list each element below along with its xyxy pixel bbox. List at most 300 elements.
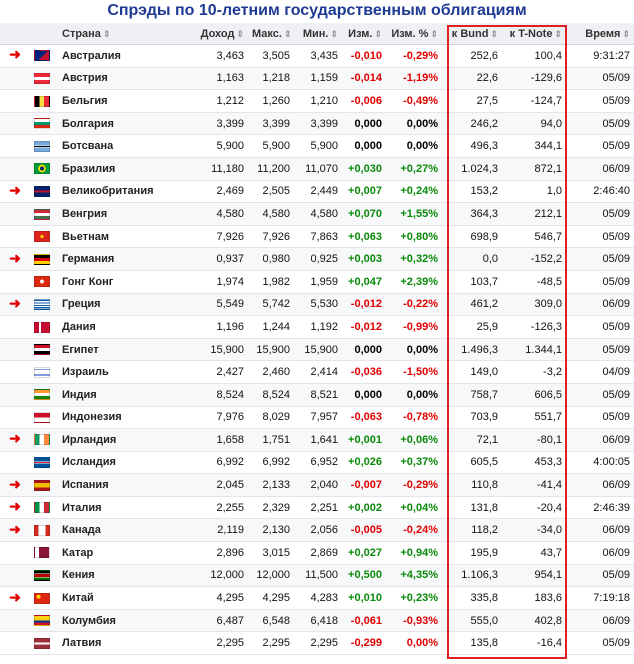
spread-vs-bund: 605,5 — [442, 451, 502, 474]
sort-icon: ⇕ — [430, 28, 438, 39]
high-value: 5,900 — [248, 135, 294, 158]
change-pct-value: -0,78% — [386, 406, 442, 429]
high-value: 7,926 — [248, 225, 294, 248]
time-value: 4:00:05 — [566, 451, 634, 474]
country-name[interactable]: Ботсвана — [58, 135, 196, 158]
page-title: Спрэды по 10-летним государственным облигациям — [107, 2, 527, 19]
sort-icon: ⇕ — [554, 28, 562, 39]
country-name[interactable]: Египет — [58, 338, 196, 361]
time-value: 05/09 — [566, 316, 634, 339]
country-name[interactable]: Исландия — [58, 451, 196, 474]
spread-vs-tnote: -48,5 — [502, 270, 566, 293]
arrow-cell — [0, 180, 30, 203]
low-value: 2,295 — [294, 632, 342, 655]
yield-value: 1,196 — [196, 316, 248, 339]
arrow-cell — [0, 225, 30, 248]
time-value: 05/09 — [566, 225, 634, 248]
change-pct-value: 0,00% — [386, 383, 442, 406]
arrow-cell — [0, 112, 30, 135]
country-flag-icon — [34, 231, 50, 242]
country-name[interactable]: Канада — [58, 519, 196, 542]
time-value: 05/09 — [566, 67, 634, 90]
time-value: 05/09 — [566, 203, 634, 226]
change-pct-value: -0,99% — [386, 316, 442, 339]
spread-vs-bund: 703,9 — [442, 406, 502, 429]
high-value: 4,580 — [248, 203, 294, 226]
country-name[interactable]: Дания — [58, 316, 196, 339]
country-name[interactable]: Катар — [58, 542, 196, 565]
arrow-cell — [0, 632, 30, 655]
change-value: +0,047 — [342, 270, 386, 293]
spread-vs-tnote: 43,7 — [502, 542, 566, 565]
country-name[interactable]: Индонезия — [58, 406, 196, 429]
table-row[interactable] — [0, 45, 634, 68]
time-value: 06/09 — [566, 157, 634, 180]
column-header-high[interactable]: Макс. ⇕ — [248, 23, 294, 45]
change-value: +0,007 — [342, 180, 386, 203]
table-row[interactable] — [0, 383, 634, 406]
spread-vs-tnote: -124,7 — [502, 90, 566, 113]
change-pct-value: -0,22% — [386, 293, 442, 316]
arrow-cell — [0, 564, 30, 587]
table-row[interactable] — [0, 157, 634, 180]
yield-value: 7,976 — [196, 406, 248, 429]
time-value: 05/09 — [566, 270, 634, 293]
time-value: 06/09 — [566, 293, 634, 316]
table-row[interactable] — [0, 225, 634, 248]
spread-vs-bund: 758,7 — [442, 383, 502, 406]
flag-cell — [30, 474, 58, 497]
change-value: -0,012 — [342, 293, 386, 316]
table-row[interactable] — [0, 112, 634, 135]
country-name[interactable]: Индия — [58, 383, 196, 406]
arrow-cell — [0, 248, 30, 271]
spread-vs-tnote: 100,4 — [502, 45, 566, 68]
yield-value: 12,000 — [196, 564, 248, 587]
change-value: +0,001 — [342, 429, 386, 452]
yield-value: 1,974 — [196, 270, 248, 293]
table-row[interactable] — [0, 135, 634, 158]
change-value: -0,014 — [342, 67, 386, 90]
change-pct-value: 0,00% — [386, 112, 442, 135]
flag-cell — [30, 270, 58, 293]
flag-cell — [30, 632, 58, 655]
table-row[interactable] — [0, 451, 634, 474]
red-arrow-icon: ➜ — [9, 498, 21, 515]
table-row[interactable] — [0, 361, 634, 384]
spread-vs-tnote: -126,3 — [502, 316, 566, 339]
low-value: 1,959 — [294, 270, 342, 293]
column-header-time[interactable]: Время ⇕ — [566, 23, 634, 45]
time-value: 05/09 — [566, 248, 634, 271]
red-arrow-icon: ➜ — [9, 588, 21, 605]
flag-cell — [30, 361, 58, 384]
red-arrow-icon: ➜ — [9, 475, 21, 492]
low-value: 0,925 — [294, 248, 342, 271]
table-row[interactable] — [0, 270, 634, 293]
table-row[interactable] — [0, 293, 634, 316]
high-value: 6,548 — [248, 609, 294, 632]
low-value: 1,192 — [294, 316, 342, 339]
country-name[interactable]: Колумбия — [58, 609, 196, 632]
sort-icon: ⇕ — [622, 28, 630, 39]
table-row[interactable] — [0, 429, 634, 452]
table-row[interactable] — [0, 316, 634, 339]
spread-vs-tnote: 551,7 — [502, 406, 566, 429]
flag-cell — [30, 225, 58, 248]
spread-vs-tnote: 344,1 — [502, 135, 566, 158]
country-name[interactable]: Австралия — [58, 45, 196, 68]
country-flag-icon — [34, 367, 50, 378]
high-value: 6,992 — [248, 451, 294, 474]
country-name[interactable]: Китай — [58, 587, 196, 610]
spread-vs-tnote: 183,6 — [502, 587, 566, 610]
sort-icon: ⇕ — [102, 28, 111, 39]
spread-vs-bund: 149,0 — [442, 361, 502, 384]
low-value: 7,863 — [294, 225, 342, 248]
spread-vs-bund: 22,6 — [442, 67, 502, 90]
spread-vs-tnote: -129,6 — [502, 67, 566, 90]
country-name[interactable]: Венгрия — [58, 203, 196, 226]
high-value: 1,982 — [248, 270, 294, 293]
spread-vs-tnote: -3,2 — [502, 361, 566, 384]
column-header-change-pct[interactable]: Изм. % ⇕ — [386, 23, 442, 45]
high-value: 5,742 — [248, 293, 294, 316]
red-arrow-icon: ➜ — [9, 430, 21, 447]
change-value: +0,003 — [342, 248, 386, 271]
spread-vs-tnote: 94,0 — [502, 112, 566, 135]
change-value: -0,036 — [342, 361, 386, 384]
change-value: -0,012 — [342, 316, 386, 339]
spread-vs-bund: 1.496,3 — [442, 338, 502, 361]
table-row[interactable] — [0, 632, 634, 655]
yield-value: 8,524 — [196, 383, 248, 406]
spread-vs-bund: 252,6 — [442, 45, 502, 68]
country-flag-icon — [34, 638, 50, 649]
spread-vs-bund: 110,8 — [442, 474, 502, 497]
change-pct-value: +0,06% — [386, 429, 442, 452]
change-value: +0,010 — [342, 587, 386, 610]
spread-vs-tnote: -16,4 — [502, 632, 566, 655]
flag-cell — [30, 564, 58, 587]
column-header-change[interactable]: Изм. ⇕ — [342, 23, 386, 45]
yield-value: 4,580 — [196, 203, 248, 226]
country-name[interactable]: Болгария — [58, 112, 196, 135]
low-value: 11,500 — [294, 564, 342, 587]
table-row[interactable] — [0, 180, 634, 203]
country-flag-icon — [34, 434, 50, 445]
country-flag-icon — [34, 525, 50, 536]
change-value: +0,063 — [342, 225, 386, 248]
flag-cell — [30, 293, 58, 316]
spread-vs-tnote: 402,8 — [502, 609, 566, 632]
arrow-cell — [0, 361, 30, 384]
table-row[interactable] — [0, 67, 634, 90]
yield-value: 2,045 — [196, 474, 248, 497]
country-name[interactable]: Греция — [58, 293, 196, 316]
time-value: 2:46:40 — [566, 180, 634, 203]
arrow-cell — [0, 587, 30, 610]
low-value: 3,435 — [294, 45, 342, 68]
country-name[interactable]: Израиль — [58, 361, 196, 384]
spread-vs-bund: 131,8 — [442, 496, 502, 519]
time-value: 06/09 — [566, 609, 634, 632]
arrow-cell — [0, 157, 30, 180]
low-value: 6,418 — [294, 609, 342, 632]
flag-cell — [30, 587, 58, 610]
time-value: 2:46:39 — [566, 496, 634, 519]
change-value: -0,005 — [342, 519, 386, 542]
flag-cell — [30, 542, 58, 565]
change-pct-value: +0,80% — [386, 225, 442, 248]
high-value: 2,329 — [248, 496, 294, 519]
change-value: +0,030 — [342, 157, 386, 180]
table-row[interactable] — [0, 609, 634, 632]
flag-cell — [30, 338, 58, 361]
yield-value: 0,937 — [196, 248, 248, 271]
column-header-vs-tnote[interactable]: к T-Note ⇕ — [502, 23, 566, 45]
change-value: 0,000 — [342, 383, 386, 406]
spread-vs-tnote: -34,0 — [502, 519, 566, 542]
country-flag-icon — [34, 209, 50, 220]
arrow-cell — [0, 338, 30, 361]
high-value: 0,980 — [248, 248, 294, 271]
yield-value: 6,992 — [196, 451, 248, 474]
country-name[interactable]: Латвия — [58, 632, 196, 655]
flag-cell — [30, 519, 58, 542]
low-value: 1,159 — [294, 67, 342, 90]
country-flag-icon — [34, 322, 50, 333]
table-row[interactable] — [0, 90, 634, 113]
arrow-column-header — [0, 23, 30, 45]
red-arrow-icon: ➜ — [9, 520, 21, 537]
yield-value: 1,658 — [196, 429, 248, 452]
country-flag-icon — [34, 299, 50, 310]
high-value: 3,399 — [248, 112, 294, 135]
change-pct-value: -1,19% — [386, 67, 442, 90]
flag-cell — [30, 45, 58, 68]
spread-vs-tnote: 309,0 — [502, 293, 566, 316]
spread-vs-bund: 135,8 — [442, 632, 502, 655]
spread-vs-bund: 0,0 — [442, 248, 502, 271]
country-flag-icon — [34, 412, 50, 423]
table-row[interactable] — [0, 248, 634, 271]
table-row[interactable] — [0, 496, 634, 519]
column-header-country[interactable]: Страна ⇕ — [58, 23, 196, 45]
spread-vs-bund: 246,2 — [442, 112, 502, 135]
low-value: 2,056 — [294, 519, 342, 542]
yield-value: 2,427 — [196, 361, 248, 384]
spread-vs-tnote: 954,1 — [502, 564, 566, 587]
country-flag-icon — [34, 186, 50, 197]
country-name[interactable]: Германия — [58, 248, 196, 271]
time-value: 05/09 — [566, 632, 634, 655]
arrow-cell — [0, 474, 30, 497]
table-row[interactable] — [0, 474, 634, 497]
change-pct-value: +0,04% — [386, 496, 442, 519]
spread-vs-bund: 335,8 — [442, 587, 502, 610]
column-header-yield[interactable]: Доход ⇕ — [196, 23, 248, 45]
change-pct-value: 0,00% — [386, 338, 442, 361]
high-value: 2,295 — [248, 632, 294, 655]
country-name[interactable]: Италия — [58, 496, 196, 519]
country-flag-icon — [34, 73, 50, 84]
column-header-vs-bund[interactable]: к Bund ⇕ — [442, 23, 502, 45]
flag-cell — [30, 429, 58, 452]
country-flag-icon — [34, 141, 50, 152]
high-value: 2,130 — [248, 519, 294, 542]
low-value: 2,869 — [294, 542, 342, 565]
table-row[interactable] — [0, 406, 634, 429]
spread-vs-tnote: -80,1 — [502, 429, 566, 452]
arrow-cell — [0, 45, 30, 68]
spread-vs-tnote: -20,4 — [502, 496, 566, 519]
high-value: 15,900 — [248, 338, 294, 361]
low-value: 2,449 — [294, 180, 342, 203]
high-value: 1,218 — [248, 67, 294, 90]
low-value: 5,900 — [294, 135, 342, 158]
change-pct-value: 0,00% — [386, 632, 442, 655]
yield-value: 5,900 — [196, 135, 248, 158]
arrow-cell — [0, 429, 30, 452]
change-pct-value: -0,93% — [386, 609, 442, 632]
country-name[interactable]: Вьетнам — [58, 225, 196, 248]
change-value: -0,010 — [342, 45, 386, 68]
column-header-low[interactable]: Мин. ⇕ — [294, 23, 342, 45]
spread-vs-tnote: 606,5 — [502, 383, 566, 406]
country-flag-icon — [34, 570, 50, 581]
time-value: 06/09 — [566, 429, 634, 452]
country-name[interactable]: Великобритания — [58, 180, 196, 203]
arrow-cell — [0, 542, 30, 565]
spread-vs-tnote: 1.344,1 — [502, 338, 566, 361]
country-name[interactable]: Бразилия — [58, 157, 196, 180]
red-arrow-icon: ➜ — [9, 249, 21, 266]
spread-vs-bund: 153,2 — [442, 180, 502, 203]
spread-vs-bund: 555,0 — [442, 609, 502, 632]
arrow-cell — [0, 293, 30, 316]
change-value: +0,070 — [342, 203, 386, 226]
arrow-cell — [0, 67, 30, 90]
arrow-cell — [0, 316, 30, 339]
time-value: 05/09 — [566, 383, 634, 406]
arrow-cell — [0, 451, 30, 474]
flag-column-header — [30, 23, 58, 45]
yield-value: 1,163 — [196, 67, 248, 90]
bond-spreads-table — [0, 23, 634, 655]
change-value: +0,500 — [342, 564, 386, 587]
country-flag-icon — [34, 615, 50, 626]
country-flag-icon — [34, 502, 50, 513]
change-pct-value: +2,39% — [386, 270, 442, 293]
table-row[interactable] — [0, 203, 634, 226]
low-value: 6,952 — [294, 451, 342, 474]
high-value: 1,751 — [248, 429, 294, 452]
spread-vs-bund: 1.106,3 — [442, 564, 502, 587]
low-value: 7,957 — [294, 406, 342, 429]
country-name[interactable]: Бельгия — [58, 90, 196, 113]
country-name[interactable]: Ирландия — [58, 429, 196, 452]
change-pct-value: +0,27% — [386, 157, 442, 180]
yield-value: 3,399 — [196, 112, 248, 135]
low-value: 4,283 — [294, 587, 342, 610]
country-flag-icon — [34, 457, 50, 468]
time-value: 04/09 — [566, 361, 634, 384]
arrow-cell — [0, 90, 30, 113]
high-value: 8,524 — [248, 383, 294, 406]
country-flag-icon — [34, 163, 50, 174]
country-name[interactable]: Австрия — [58, 67, 196, 90]
country-flag-icon — [34, 50, 50, 61]
country-name[interactable]: Гонг Конг — [58, 270, 196, 293]
time-value: 05/09 — [566, 564, 634, 587]
yield-value: 2,255 — [196, 496, 248, 519]
country-name[interactable]: Кения — [58, 564, 196, 587]
yield-value: 2,295 — [196, 632, 248, 655]
high-value: 12,000 — [248, 564, 294, 587]
high-value: 3,505 — [248, 45, 294, 68]
change-value: -0,006 — [342, 90, 386, 113]
arrow-cell — [0, 519, 30, 542]
table-row[interactable] — [0, 338, 634, 361]
flag-cell — [30, 157, 58, 180]
arrow-cell — [0, 135, 30, 158]
table-row[interactable] — [0, 587, 634, 610]
yield-value: 11,180 — [196, 157, 248, 180]
flag-cell — [30, 135, 58, 158]
spread-vs-bund: 27,5 — [442, 90, 502, 113]
low-value: 11,070 — [294, 157, 342, 180]
country-name[interactable]: Испания — [58, 474, 196, 497]
yield-value: 2,469 — [196, 180, 248, 203]
flag-cell — [30, 406, 58, 429]
spread-vs-bund: 72,1 — [442, 429, 502, 452]
table-row[interactable] — [0, 542, 634, 565]
sort-icon: ⇕ — [490, 28, 498, 39]
spread-vs-bund: 364,3 — [442, 203, 502, 226]
time-value: 05/09 — [566, 135, 634, 158]
spread-vs-bund: 461,2 — [442, 293, 502, 316]
high-value: 1,244 — [248, 316, 294, 339]
table-row[interactable] — [0, 564, 634, 587]
spread-vs-bund: 195,9 — [442, 542, 502, 565]
change-value: -0,063 — [342, 406, 386, 429]
arrow-cell — [0, 203, 30, 226]
red-arrow-icon: ➜ — [9, 181, 21, 198]
country-flag-icon — [34, 389, 50, 400]
country-flag-icon — [34, 344, 50, 355]
low-value: 4,580 — [294, 203, 342, 226]
spread-vs-bund: 496,3 — [442, 135, 502, 158]
low-value: 1,210 — [294, 90, 342, 113]
high-value: 2,460 — [248, 361, 294, 384]
change-pct-value: +0,94% — [386, 542, 442, 565]
change-pct-value: +0,32% — [386, 248, 442, 271]
table-row[interactable] — [0, 519, 634, 542]
change-value: +0,027 — [342, 542, 386, 565]
sort-icon: ⇕ — [330, 28, 338, 39]
country-flag-icon — [34, 276, 50, 287]
low-value: 15,900 — [294, 338, 342, 361]
time-value: 05/09 — [566, 112, 634, 135]
yield-value: 2,119 — [196, 519, 248, 542]
flag-cell — [30, 496, 58, 519]
change-pct-value: +0,23% — [386, 587, 442, 610]
country-flag-icon — [34, 96, 50, 107]
spread-vs-bund: 25,9 — [442, 316, 502, 339]
low-value: 2,251 — [294, 496, 342, 519]
flag-cell — [30, 90, 58, 113]
